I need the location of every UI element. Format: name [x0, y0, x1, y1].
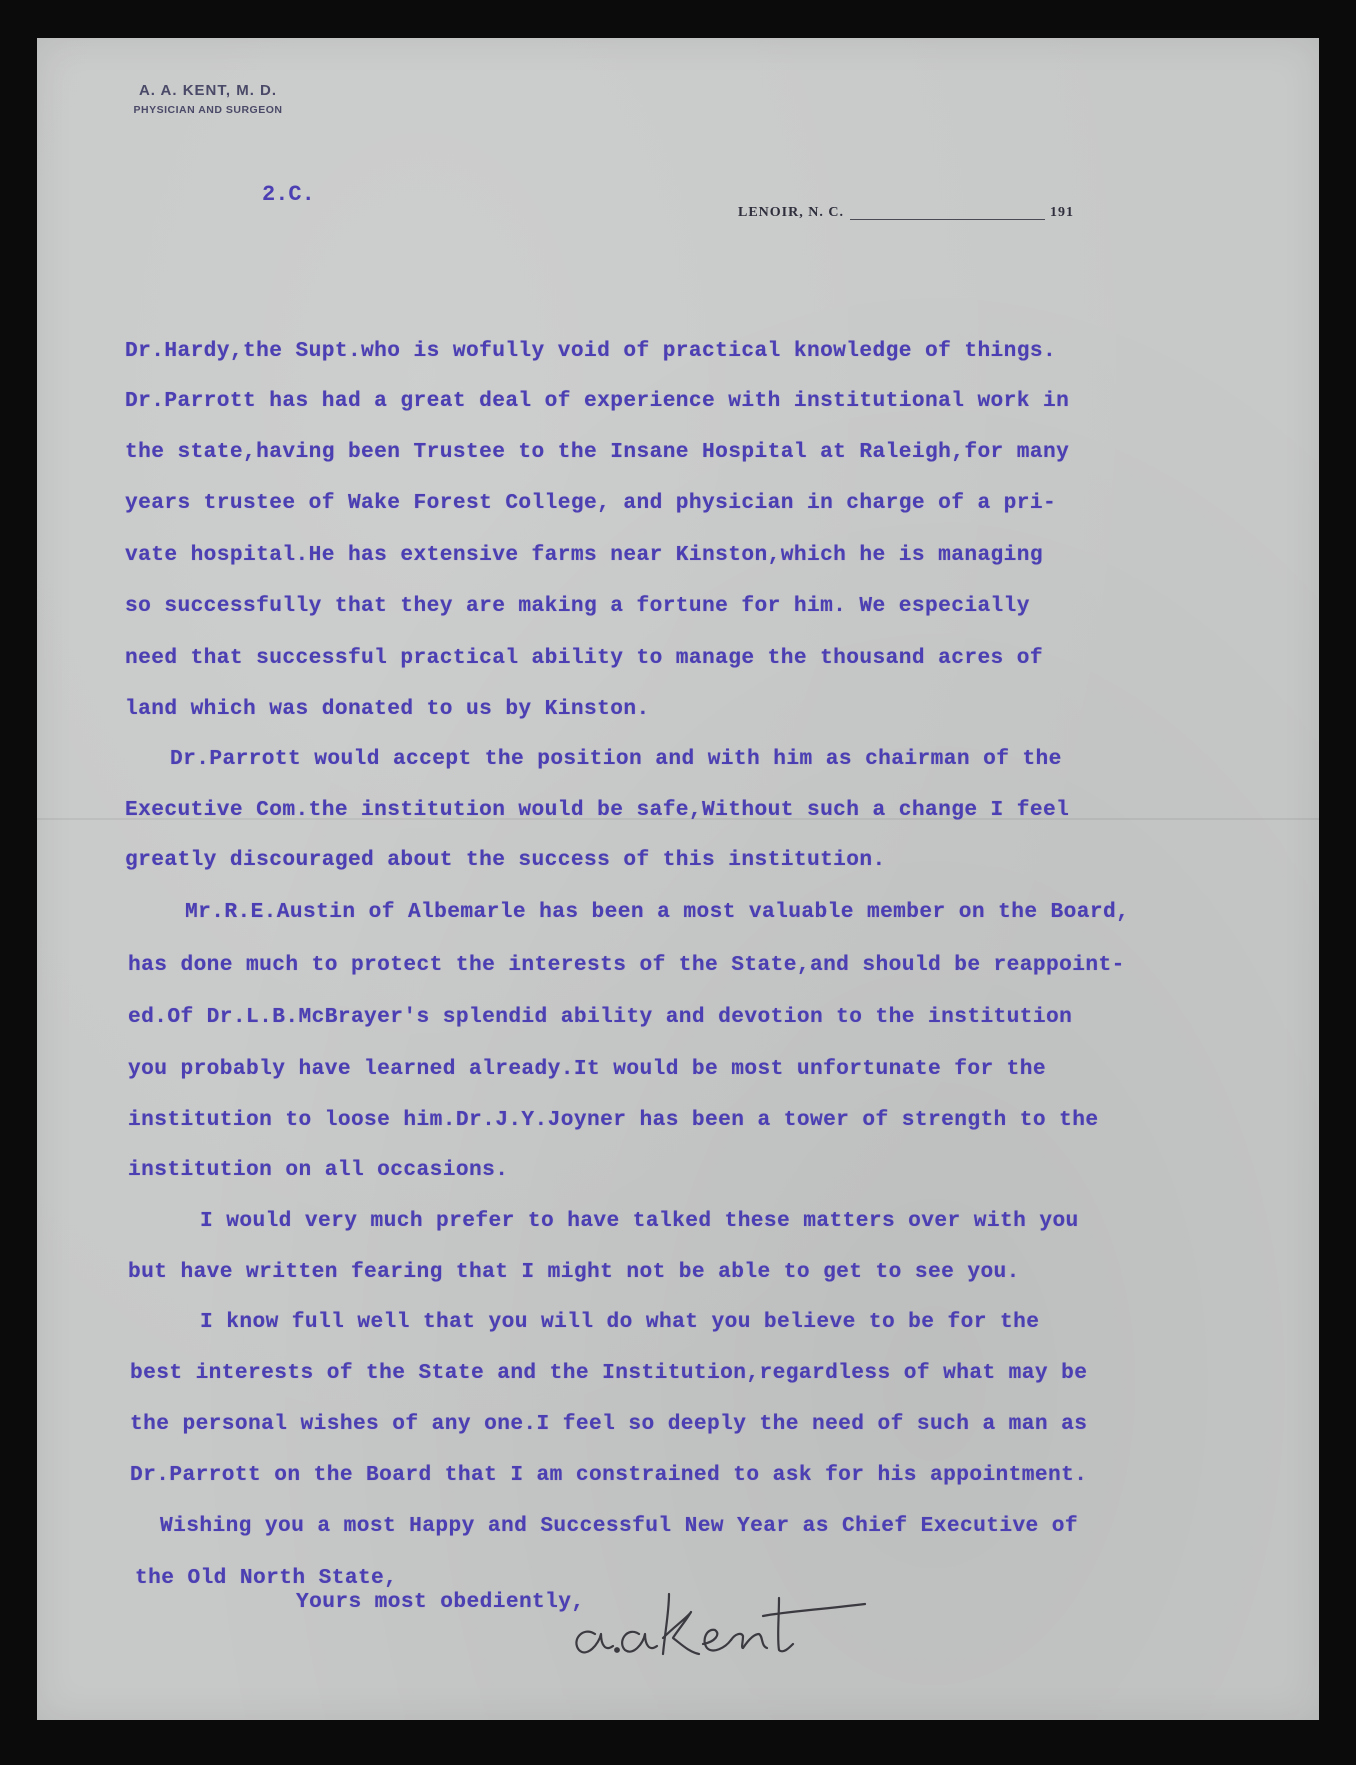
body-line: I would very much prefer to have talked these matters over with you: [200, 1209, 1079, 1233]
body-line: institution to loose him.Dr.J.Y.Joyner has been a tower of strength to the: [128, 1108, 1099, 1132]
place-line-label: LENOIR, N. C.: [738, 205, 844, 220]
body-line: has done much to protect the interests of the State,and should be reappoint-: [128, 953, 1125, 977]
body-line: Dr.Parrott has had a great deal of experience with institutional work in: [125, 389, 1070, 413]
body-line: best interests of the State and the Institution,regardless of what may be: [130, 1361, 1088, 1385]
body-line: need that successful practical ability to manage the thousand acres of: [125, 646, 1044, 670]
letterhead: [103, 82, 313, 116]
body-line: I know full well that you will do what you believe to be for the: [200, 1310, 1040, 1334]
body-line: Wishing you a most Happy and Successful New Year as Chief Executive of: [160, 1514, 1079, 1538]
page-number: 2.C.: [262, 182, 315, 207]
body-line: Dr.Hardy,the Supt.who is wofully void of practical knowledge of things.: [125, 339, 1057, 363]
body-line: institution on all occasions.: [128, 1158, 509, 1182]
body-line: but have written fearing that I might not be able to get to see you.: [128, 1260, 1020, 1284]
body-line: Dr.Parrott would accept the position and with him as chairman of the: [170, 747, 1062, 771]
handwritten-signature: [565, 1582, 885, 1672]
closing-line: Yours most obediently,: [296, 1590, 585, 1614]
letterhead-title: PHYSICIAN AND SURGEON: [133, 104, 283, 116]
body-line: Executive Com.the institution would be safe,Without such a change I feel: [125, 798, 1070, 822]
body-line: you probably have learned already.It would be most unfortunate for the: [128, 1057, 1047, 1081]
body-line: the Old North State,: [135, 1566, 398, 1590]
date-blank-line: [850, 219, 1045, 220]
body-line: land which was donated to us by Kinston.: [125, 697, 650, 721]
body-line: the state,having been Trustee to the Insane Hospital at Raleigh,for many: [125, 440, 1070, 464]
body-line: vate hospital.He has extensive farms near Kinston,which he is managing: [125, 543, 1044, 567]
body-line: greatly discouraged about the success of this institution.: [125, 848, 886, 872]
body-line: years trustee of Wake Forest College, and physician in charge of a pri-: [125, 491, 1057, 515]
letterhead-name: A. A. KENT, M. D.: [138, 82, 278, 99]
body-line: Dr.Parrott on the Board that I am constrained to ask for his appointment.: [130, 1463, 1088, 1487]
body-line: Mr.R.E.Austin of Albemarle has been a most valuable member on the Board,: [185, 900, 1130, 924]
year-prefix: 191: [1050, 205, 1074, 220]
body-line: the personal wishes of any one.I feel so deeply the need of such a man as: [130, 1412, 1088, 1436]
body-line: ed.Of Dr.L.B.McBrayer's splendid ability and devotion to the institution: [128, 1005, 1073, 1029]
body-line: so successfully that they are making a fortune for him. We especially: [125, 594, 1030, 618]
